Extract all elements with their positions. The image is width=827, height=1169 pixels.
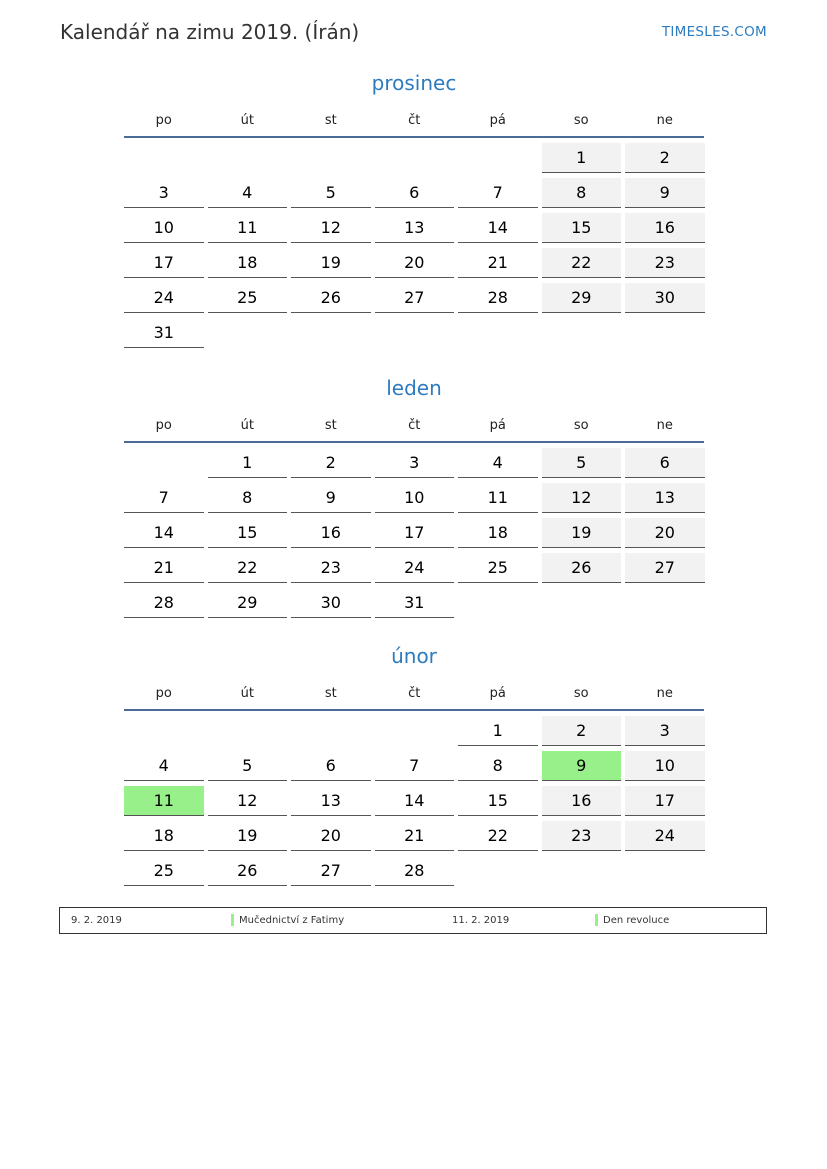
day-cell: 28 [458, 283, 538, 313]
empty-cell [208, 716, 288, 746]
day-cell: 10 [625, 751, 705, 781]
weekday-label: pá [489, 417, 506, 433]
day-cell: 5 [208, 751, 288, 781]
day-grid [124, 138, 704, 348]
day-cell: 20 [625, 518, 705, 548]
weekday-label: čt [408, 685, 421, 701]
weekday-label: st [324, 685, 337, 701]
day-grid [124, 443, 704, 618]
weekday-label: po [155, 685, 172, 701]
day-cell: 25 [458, 553, 538, 583]
day-cell: 26 [291, 283, 371, 313]
day-cell: 1 [542, 143, 622, 173]
day-cell: 26 [208, 856, 288, 886]
day-cell: 7 [124, 483, 204, 513]
weekday-label: so [573, 112, 589, 128]
day-cell: 11 [208, 213, 288, 243]
day-cell: 18 [458, 518, 538, 548]
day-cell: 1 [208, 448, 288, 478]
day-cell: 13 [291, 786, 371, 816]
day-cell: 18 [124, 821, 204, 851]
weekday-label: st [324, 112, 337, 128]
day-cell: 13 [625, 483, 705, 513]
weekday-label: út [240, 417, 254, 433]
day-cell: 18 [208, 248, 288, 278]
day-cell: 4 [458, 448, 538, 478]
legend-holiday-name: Den revoluce [603, 915, 670, 926]
brand-link[interactable]: TIMESLES.COM [661, 24, 767, 40]
weekday-label: út [240, 685, 254, 701]
day-cell: 11 [458, 483, 538, 513]
day-cell: 31 [375, 588, 455, 618]
day-cell: 17 [124, 248, 204, 278]
weekday-header [124, 104, 704, 138]
weekday-label: čt [408, 417, 421, 433]
day-cell: 19 [542, 518, 622, 548]
day-cell: 9 [625, 178, 705, 208]
day-cell: 25 [124, 856, 204, 886]
legend-entry [231, 908, 344, 933]
month-january [124, 373, 704, 618]
weekday-label: ne [656, 417, 673, 433]
weekday-label: st [324, 417, 337, 433]
day-cell: 3 [124, 178, 204, 208]
day-cell: 2 [625, 143, 705, 173]
day-cell: 16 [625, 213, 705, 243]
day-cell: 22 [208, 553, 288, 583]
weekday-label: ne [656, 685, 673, 701]
empty-cell [375, 143, 455, 173]
day-cell: 26 [542, 553, 622, 583]
day-cell: 23 [625, 248, 705, 278]
day-cell: 5 [291, 178, 371, 208]
day-cell: 1 [458, 716, 538, 746]
day-cell: 20 [375, 248, 455, 278]
day-cell: 20 [291, 821, 371, 851]
day-cell: 6 [375, 178, 455, 208]
weekday-header [124, 677, 704, 711]
weekday-label: so [573, 685, 589, 701]
empty-cell [124, 143, 204, 173]
month-december [124, 68, 704, 348]
day-cell: 10 [375, 483, 455, 513]
day-cell: 6 [291, 751, 371, 781]
legend-entry [595, 908, 669, 933]
weekday-header [124, 409, 704, 443]
empty-cell [291, 716, 371, 746]
day-cell: 29 [542, 283, 622, 313]
day-cell: 8 [208, 483, 288, 513]
holiday-color-swatch [595, 914, 598, 926]
weekday-label: so [573, 417, 589, 433]
empty-cell [375, 716, 455, 746]
day-cell: 21 [458, 248, 538, 278]
day-cell: 15 [458, 786, 538, 816]
weekday-label: pá [489, 112, 506, 128]
day-cell: 12 [542, 483, 622, 513]
day-cell: 24 [625, 821, 705, 851]
day-cell: 3 [625, 716, 705, 746]
holiday-legend [59, 907, 767, 934]
day-cell: 24 [124, 283, 204, 313]
day-cell: 22 [458, 821, 538, 851]
weekday-label: út [240, 112, 254, 128]
empty-cell [124, 448, 204, 478]
day-cell: 31 [124, 318, 204, 348]
day-cell: 9 [291, 483, 371, 513]
legend-date: 11. 2. 2019 [452, 915, 510, 926]
day-cell: 27 [375, 283, 455, 313]
day-cell: 29 [208, 588, 288, 618]
day-cell: 10 [124, 213, 204, 243]
day-cell: 15 [542, 213, 622, 243]
day-cell: 7 [375, 751, 455, 781]
weekday-label: po [155, 112, 172, 128]
day-cell: 16 [291, 518, 371, 548]
day-cell: 12 [208, 786, 288, 816]
holiday-color-swatch [231, 914, 234, 926]
month-title: prosinec [371, 71, 457, 95]
day-cell: 27 [291, 856, 371, 886]
day-cell: 4 [208, 178, 288, 208]
day-cell: 14 [124, 518, 204, 548]
empty-cell [124, 716, 204, 746]
day-cell: 15 [208, 518, 288, 548]
day-cell: 16 [542, 786, 622, 816]
day-cell: 2 [291, 448, 371, 478]
weekday-label: ne [656, 112, 673, 128]
day-cell: 3 [375, 448, 455, 478]
month-title: leden [386, 376, 442, 400]
day-cell: 5 [542, 448, 622, 478]
page-title: Kalendář na zimu 2019. (Írán) [60, 20, 360, 44]
day-cell: 8 [458, 751, 538, 781]
day-cell: 28 [375, 856, 455, 886]
weekday-label: čt [408, 112, 421, 128]
day-cell: 2 [542, 716, 622, 746]
weekday-label: po [155, 417, 172, 433]
day-cell: 27 [625, 553, 705, 583]
day-grid [124, 711, 704, 886]
day-cell: 25 [208, 283, 288, 313]
day-cell: 14 [375, 786, 455, 816]
day-cell: 30 [291, 588, 371, 618]
day-cell: 22 [542, 248, 622, 278]
day-cell: 23 [542, 821, 622, 851]
legend-holiday-name: Mučednictví z Fatimy [239, 915, 345, 926]
day-cell: 7 [458, 178, 538, 208]
day-cell: 21 [375, 821, 455, 851]
day-cell: 24 [375, 553, 455, 583]
month-february [124, 641, 704, 886]
day-cell: 19 [208, 821, 288, 851]
weekday-label: pá [489, 685, 506, 701]
day-cell: 12 [291, 213, 371, 243]
day-cell: 21 [124, 553, 204, 583]
legend-date: 9. 2. 2019 [71, 915, 122, 926]
day-cell: 28 [124, 588, 204, 618]
holiday-day-cell: 11 [124, 786, 204, 816]
day-cell: 17 [625, 786, 705, 816]
day-cell: 6 [625, 448, 705, 478]
day-cell: 23 [291, 553, 371, 583]
empty-cell [291, 143, 371, 173]
empty-cell [458, 143, 538, 173]
day-cell: 30 [625, 283, 705, 313]
day-cell: 14 [458, 213, 538, 243]
day-cell: 13 [375, 213, 455, 243]
empty-cell [208, 143, 288, 173]
holiday-day-cell: 9 [542, 751, 622, 781]
month-title: únor [391, 644, 437, 668]
day-cell: 4 [124, 751, 204, 781]
day-cell: 19 [291, 248, 371, 278]
day-cell: 17 [375, 518, 455, 548]
day-cell: 8 [542, 178, 622, 208]
